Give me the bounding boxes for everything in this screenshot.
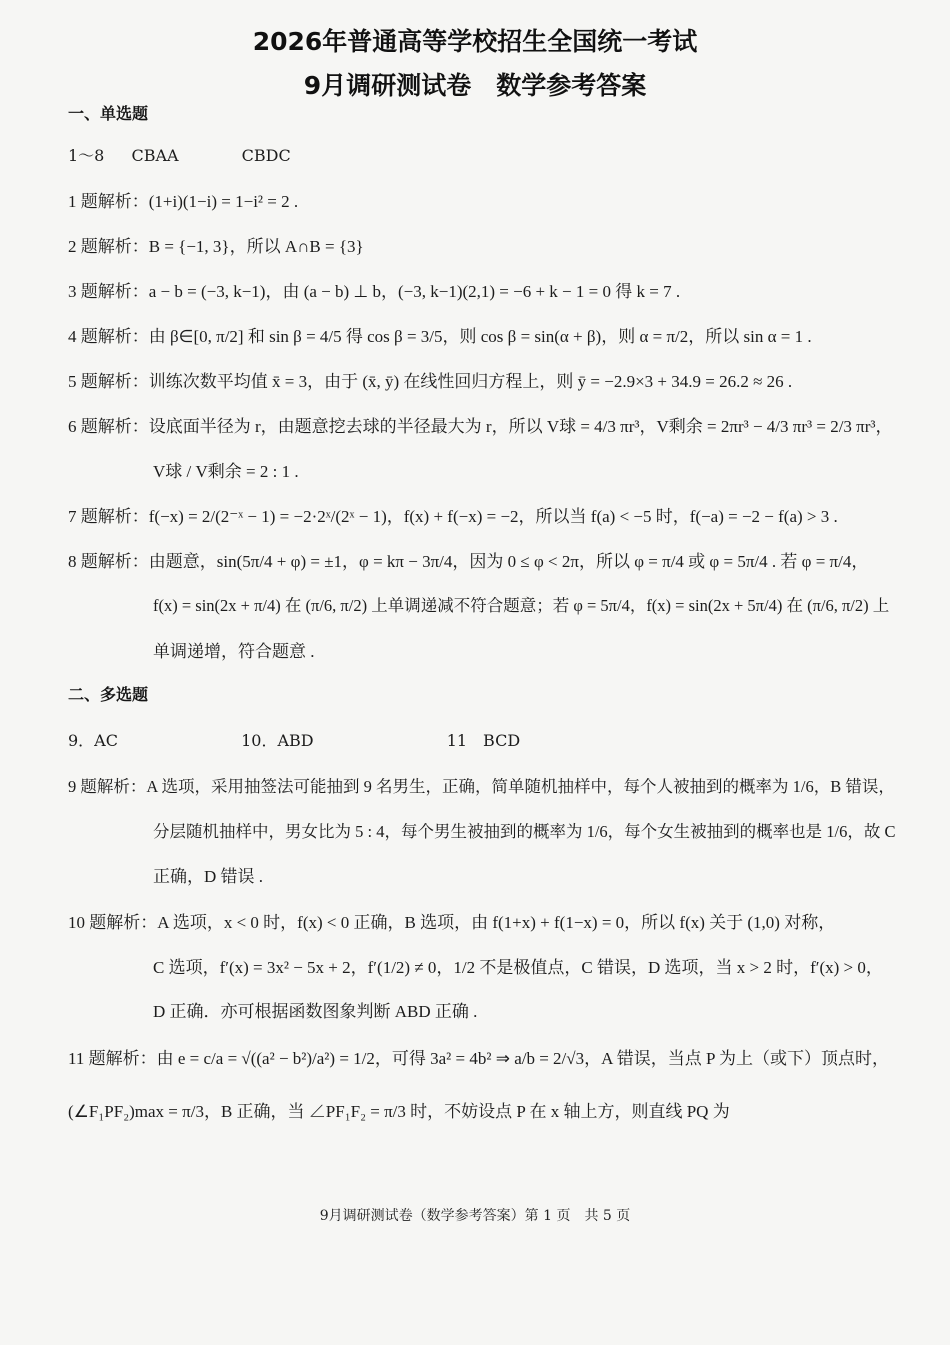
answers-range: 1～8 xyxy=(68,146,105,165)
answers-group-a: CBAA xyxy=(131,146,179,165)
solution-6-continued: V球 / V剩余 = 2 : 1 . xyxy=(153,462,299,481)
solution-8: 8 题解析：由题意，sin(5π/4 + φ) = ±1，φ = kπ − 3π/4，因为 0 ≤ φ < 2π，所以 φ = π/4 或 φ = 5π/4 . 若 φ = π/4， xyxy=(68,552,869,571)
solution-9: 9 题解析：A 选项，采用抽签法可能抽到 9 名男生，正确，简单随机抽样中，每个人被抽到的概率为 1/6，B 错误， xyxy=(68,777,895,796)
solution-10: 10 题解析：A 选项，x < 0 时，f(x) < 0 正确，B 选项，由 f(1+x) + f(1−x) = 0，所以 f(x) 关于 (1,0) 对称， xyxy=(68,913,836,932)
section-heading-multiple-choice: 二、多选题 xyxy=(68,685,149,704)
solution-10-continued: C 选项，f′(x) = 3x² − 5x + 2，f′(1/2) ≠ 0，1/2 不是极值点，C 错误，D 选项，当 x > 2 时，f′(x) > 0， xyxy=(153,958,883,977)
solution-5: 5 题解析：训练次数平均值 x̄ = 3，由于 (x̄, ȳ) 在线性回归方程上，则 ȳ = −2.9×3 + 34.9 = 26.2 ≈ 26 . xyxy=(68,372,793,391)
answers-9-11 xyxy=(68,728,520,751)
solution-4: 4 题解析：由 β∈[0, π/2] 和 sin β = 4/5 得 cos β = 3/5，则 cos β = sin(α + β)，则 α = π/2，所以 sin α = 1 . xyxy=(68,327,812,346)
solution-7: 7 题解析：f(−x) = 2/(2⁻ˣ − 1) = −2·2ˣ/(2ˣ − 1)，f(x) + f(−x) = −2，所以当 f(a) < −5 时，f(−a) = −2 − f(a) > 3 . xyxy=(68,507,838,526)
answer-10: 10．ABD xyxy=(241,731,314,750)
solution-6: 6 题解析：设底面半径为 r，由题意挖去球的半径最大为 r，所以 V球 = 4/3 πr³，V剩余 = 2πr³ − 4/3 πr³ = 2/3 πr³， xyxy=(68,417,893,436)
section-heading-single-choice: 一、单选题 xyxy=(68,104,149,123)
solution-10-continued-2: D 正确．亦可根据函数图象判断 ABD 正确 . xyxy=(153,1002,478,1021)
solution-2: 2 题解析：B = {−1, 3}，所以 A∩B = {3} xyxy=(68,237,364,256)
answer-11: 11 BCD xyxy=(446,731,521,750)
solution-11-continued: (∠F₁PF₂)max = π/3，B 正确，当 ∠PF₁F₂ = π/3 时，不妨设点 P 在 x 轴上方，则直线 PQ 为 xyxy=(68,1102,730,1121)
solution-11: 11 题解析：由 e = c/a = √((a² − b²)/a²) = 1/2，可得 3a² = 4b² ⇒ a/b = 2/√3，A 错误，当点 P 为上（或下）顶点时， xyxy=(68,1049,890,1068)
solution-1: 1 题解析：(1+i)(1−i) = 1−i² = 2 . xyxy=(68,192,299,211)
answer-9: 9．AC xyxy=(68,731,118,750)
solution-9-continued: 分层随机抽样中，男女比为 5 : 4，每个男生被抽到的概率为 1/6，每个女生被抽到的概率也是 1/6，故 C xyxy=(153,822,896,841)
exam-subtitle: 9月调研测试卷 数学参考答案 xyxy=(303,71,647,100)
answers-1-8 xyxy=(68,143,291,166)
exam-title: 2026年普通高等学校招生全国统一考试 xyxy=(252,27,698,56)
page-footer: 9月调研测试卷（数学参考答案）第 1 页 共 5 页 xyxy=(319,1208,631,1224)
solution-9-continued-2: 正确，D 错误 . xyxy=(153,867,264,886)
solution-8-continued: f(x) = sin(2x + π/4) 在 (π/6, π/2) 上单调递减不符合题意；若 φ = 5π/4，f(x) = sin(2x + 5π/4) 在 (π/6, π/2) 上 xyxy=(153,596,890,615)
answers-group-b: CBDC xyxy=(241,146,291,165)
solution-8-continued-2: 单调递增，符合题意 . xyxy=(153,642,315,661)
solution-3: 3 题解析：a − b = (−3, k−1)，由 (a − b) ⊥ b，(−3, k−1)(2,1) = −6 + k − 1 = 0 得 k = 7 . xyxy=(68,282,681,301)
